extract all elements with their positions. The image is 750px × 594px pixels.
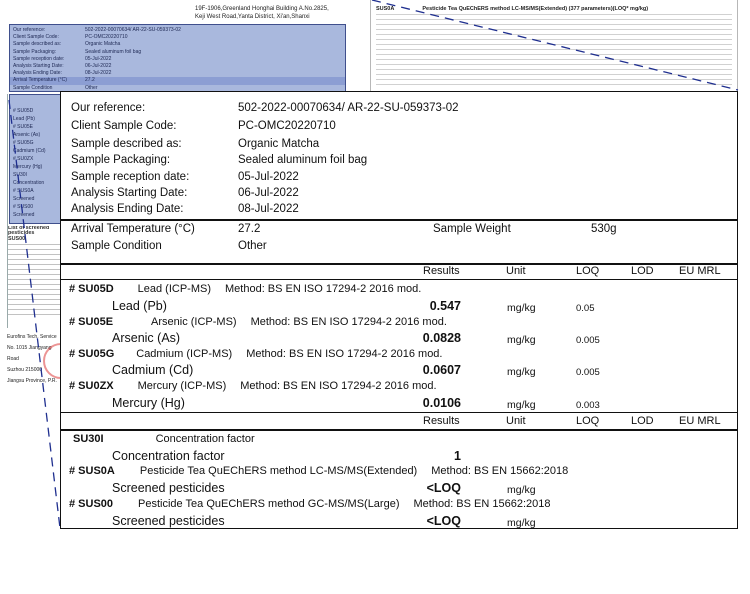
- result-lead: 0.547: [429, 299, 461, 313]
- thumb-row: Sample reception date: 05-Jul-2022: [13, 55, 112, 62]
- thumb-row: Sample described as: Organic Matcha: [13, 41, 121, 48]
- analyte-pesticides-gc: Screened pesticides: [112, 514, 225, 528]
- unit-pesticides-gc: mg/kg: [507, 517, 536, 529]
- unit-cadmium: mg/kg: [507, 366, 536, 378]
- loq-mercury: 0.003: [576, 400, 600, 411]
- analyte-arsenic: Arsenic (As): [112, 331, 181, 345]
- result-arsenic: 0.0828: [422, 331, 461, 345]
- result-pesticides-gc: <LOQ: [426, 514, 461, 528]
- test-line-mercury: # SU0ZX Mercury (ICP-MS) Method: BS EN ISO 17294-2 2016 mod.: [69, 380, 437, 392]
- result-pesticides-lc: <LOQ: [426, 481, 461, 495]
- analyte-pesticides-lc: Screened pesticides: [112, 481, 225, 495]
- analyte-concentration: Concentration factor: [112, 449, 225, 463]
- result-cadmium: 0.0607: [422, 363, 461, 377]
- loq-lead: 0.05: [576, 303, 595, 314]
- test-line-arsenic: # SU05E Arsenic (ICP-MS) Method: BS EN ISO 17294-2 2016 mod.: [69, 316, 447, 328]
- test-line-concentration: SU30I Concentration factor: [73, 433, 255, 445]
- zoomed-report-panel: Our reference: 502-2022-00070634/ AR-22-SU-059373-02 Client Sample Code: PC-OMC20220710 Sample described as: Organic Matcha Sample Packaging: Sealed aluminum foil bag Sample reception date: 05-Jul-2022 Analysis Starting Date: 06-Jul-2022 Analysis Ending Date: 08-Jul-2022 Arrival Temperature (°C) 27.2 Sample Weight 530g Sample Condition Other Results Unit LOQ LOD EU MRL # SU05D Lead (ICP-MS) Method: BS EN ISO 17294-2 2016 mod. Lead (Pb) 0.547 mg/kg 0.05 # SU05E Arsenic (ICP-MS) Method: BS EN ISO 17294-2 2016 mod. Arsenic (As) 0.0828 mg/kg 0.005 # SU05G Cadmium (ICP-MS) Method: BS EN ISO 17294-2 2016 mod. Cadmium (Cd) 0.0607 mg/kg 0.005 # SU0ZX Mercury (ICP-MS) Method: BS EN ISO 17294-2 2016 mod. Mercury (Hg) 0.0106 mg/kg 0.003 Results Unit LOQ LOD EU MRL SU30I Concentration factor Concentration factor 1 # SUS0A Pesticide Tea QuEChERS method LC-MS/MS(Extended) Method: BS EN 15662:2018 Screened pesticides <LOQ mg/kg # SUS00 Pesticide Tea QuEChERS method GC-MS/MS(Large) Method: BS EN 15662:2018 Screened pesticides <LOQ mg/kg: [60, 91, 738, 529]
- col-eu-mrl: EU MRL: [679, 265, 721, 277]
- divider: [61, 279, 737, 280]
- thumbnail-lab-footer: Eurofins Tech. Service No. 1015 Jiangyang Road Suzhou 215000 Jiangsu Province, P.R.: [7, 334, 57, 384]
- thumb-row: Our reference: 502-2022-00070634/ AR-22-SU-059373-02: [13, 27, 181, 33]
- thumbnail-results-strip: # SU05D Lead (Pb) # SU05E Arsenic (As) # SU05G Cadmium (Cd) # SU0ZX Mercury (Hg) SU30I Concentration # SUS0A Screened # SUS00 Screened: [9, 94, 62, 224]
- test-line-pesticides-lc: # SUS0A Pesticide Tea QuEChERS method LC-MS/MS(Extended) Method: BS EN 15662:2018: [69, 465, 569, 477]
- unit-lead: mg/kg: [507, 302, 536, 314]
- divider: [61, 219, 737, 221]
- result-concentration: 1: [454, 449, 461, 463]
- col-results: Results: [423, 415, 460, 427]
- col-loq: LOQ: [576, 265, 600, 277]
- thumb-row: Arrival Temperature (°C) 27.2: [10, 77, 345, 84]
- loq-cadmium: 0.005: [576, 367, 600, 378]
- analyte-lead: Lead (Pb): [112, 299, 167, 313]
- analyte-mercury: Mercury (Hg): [112, 396, 185, 410]
- test-line-cadmium: # SU05G Cadmium (ICP-MS) Method: BS EN ISO 17294-2 2016 mod.: [69, 348, 443, 360]
- col-unit: Unit: [506, 265, 526, 277]
- result-mercury: 0.0106: [422, 396, 461, 410]
- unit-mercury: mg/kg: [507, 399, 536, 411]
- divider: [61, 412, 737, 413]
- loq-arsenic: 0.005: [576, 335, 600, 346]
- unit-arsenic: mg/kg: [507, 334, 536, 346]
- test-line-pesticides-gc: # SUS00 Pesticide Tea QuEChERS method GC-MS/MS(Large) Method: BS EN 15662:2018: [69, 498, 551, 510]
- lab-address: 19F-1906,Greenland Honghai Building A.No.2825, Keji West Road,Yanta District, Xi'an,Shanxi: [195, 6, 329, 20]
- col-lod: LOD: [631, 265, 654, 277]
- col-results: Results: [423, 265, 460, 277]
- thumbnail-pesticide-list: List of screened pesticides SUS00: [8, 226, 60, 326]
- col-loq: LOQ: [576, 415, 600, 427]
- divider: [61, 429, 737, 431]
- unit-pesticides-lc: mg/kg: [507, 484, 536, 496]
- analyte-cadmium: Cadmium (Cd): [112, 363, 194, 377]
- col-eu-mrl: EU MRL: [679, 415, 721, 427]
- col-lod: LOD: [631, 415, 654, 427]
- thumb-row: Sample Condition Other: [13, 84, 98, 91]
- test-line-lead: # SU05D Lead (ICP-MS) Method: BS EN ISO 17294-2 2016 mod.: [69, 283, 422, 295]
- thumb-row: Sample Packaging: Sealed aluminum foil bag: [13, 48, 142, 55]
- col-unit: Unit: [506, 415, 526, 427]
- thumb-row: Analysis Starting Date: 06-Jul-2022: [13, 62, 112, 69]
- thumb-row: Client Sample Code: PC-OMC20220710: [13, 34, 128, 41]
- thumb-row: Analysis Ending Date: 08-Jul-2022: [13, 70, 112, 77]
- thumb-pesticide-heading: SUS0A Pesticide Tea QuEChERS method LC-MS/MS(Extended) (377 parameters)(LOQ* mg/kg): [376, 6, 649, 12]
